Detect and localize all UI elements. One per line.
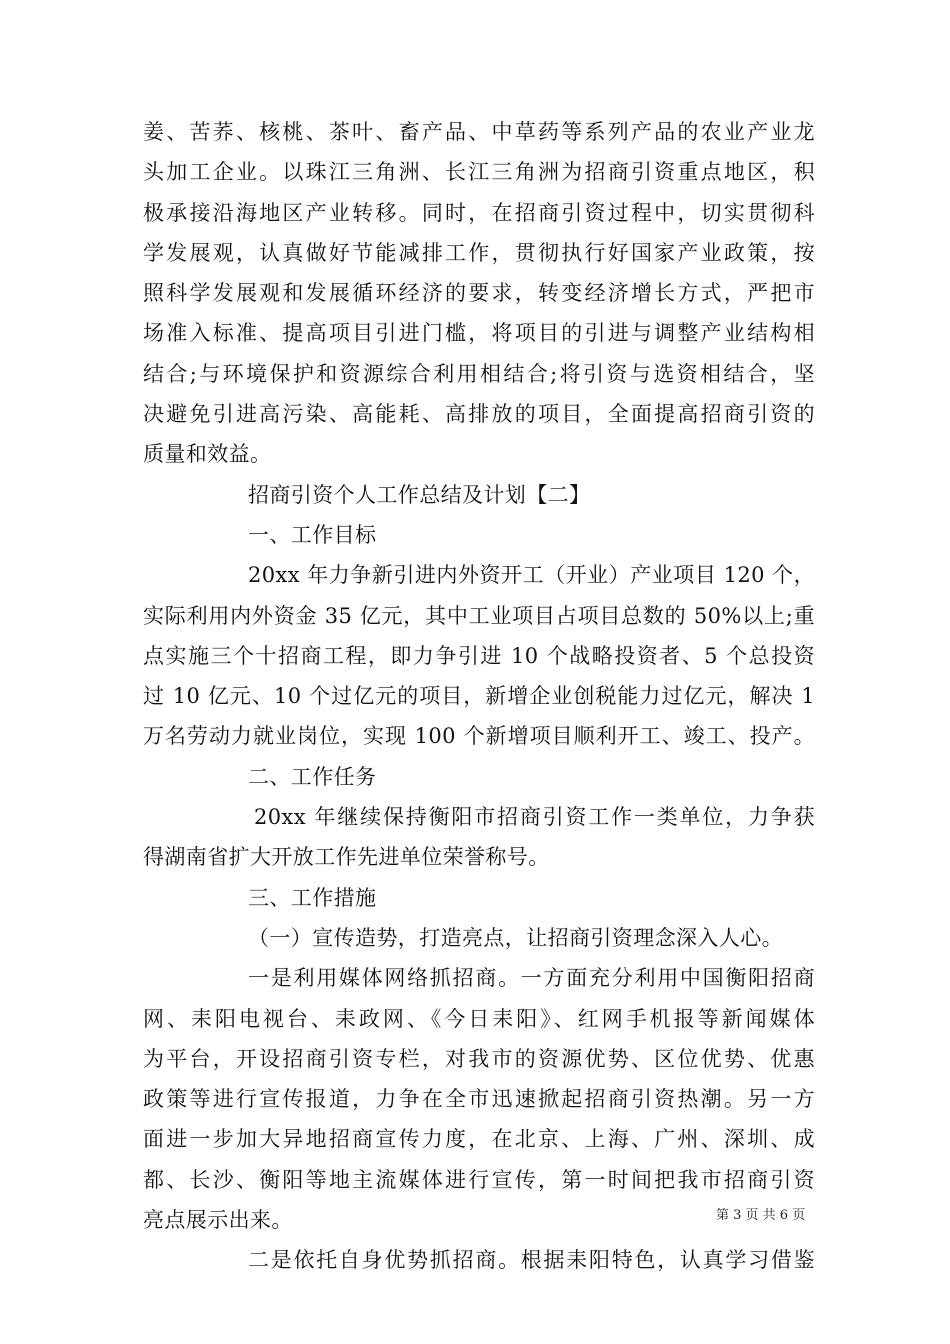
body-text — [143, 112, 815, 1281]
paragraph-line: 姜、苦荞、核桃、茶叶、畜产品、中草药等系列产品的农业产业龙 — [143, 120, 815, 144]
subsection-heading: （一）宣传造势，打造亮点，让招商引资理念深入人心。 — [248, 925, 783, 950]
section-heading: 二、工作任务 — [248, 764, 377, 789]
section-heading: 三、工作措施 — [248, 885, 377, 910]
paragraph-line: 质量和效益。 — [143, 442, 272, 467]
paragraph-line: 面进一步加大异地招商宣传力度，在北京、上海、广州、深圳、成 — [143, 1127, 815, 1152]
paragraph-line: 二是依托自身优势抓招商。根据耒阳特色，认真学习借鉴 — [248, 1248, 815, 1273]
paragraph-line: 都、长沙、衡阳等地主流媒体进行宣传，第一时间把我市招商引资 — [143, 1167, 815, 1192]
section-title: 招商引资个人工作总结及计划【二】 — [248, 482, 591, 507]
paragraph-line: 亮点展示出来。 — [143, 1208, 293, 1233]
paragraph-line: 得湖南省扩大开放工作先进单位荣誉称号。 — [143, 845, 550, 870]
paragraph-line: 网、耒阳电视台、耒政网、《今日耒阳》、红网手机报等新闻媒体 — [143, 1006, 815, 1031]
paragraph-line: 实际利用内外资金 35 亿元，其中工业项目占项目总数的 50%以上;重 — [143, 603, 815, 628]
page-number: 第 3 页 共 6 页 — [716, 1208, 806, 1223]
paragraph-line: 20xx 年继续保持衡阳市招商引资工作一类单位，力争获 — [254, 805, 815, 830]
paragraph-line: 政策等进行宣传报道，力争在全市迅速掀起招商引资热潮。另一方 — [143, 1087, 815, 1112]
paragraph-line: 过 10 亿元、10 个过亿元的项目，新增企业创税能力过亿元，解决 1 — [143, 684, 815, 709]
paragraph-line: 结合;与环境保护和资源综合利用相结合;将引资与选资相结合，坚 — [143, 361, 815, 386]
paragraph-line: 点实施三个十招商工程，即力争引进 10 个战略投资者、5 个总投资 — [143, 643, 815, 668]
paragraph-line: 20xx 年力争新引进内外资开工（开业）产业项目 120 个， — [248, 563, 815, 588]
paragraph-line: 为平台，开设招商引资专栏，对我市的资源优势、区位优势、优惠 — [143, 1046, 815, 1071]
paragraph-line: 万名劳动力就业岗位，实现 100 个新增项目顺利开工、竣工、投产。 — [143, 724, 815, 749]
paragraph-line: 决避免引进高污染、高能耗、高排放的项目，全面提高招商引资的 — [143, 402, 815, 427]
section-heading: 一、工作目标 — [248, 522, 377, 547]
paragraph-line: 学发展观，认真做好节能减排工作，贯彻执行好国家产业政策，按 — [143, 240, 815, 265]
paragraph-line: 照科学发展观和发展循环经济的要求，转变经济增长方式，严把市 — [143, 281, 815, 306]
paragraph-line: 极承接沿海地区产业转移。同时，在招商引资过程中，切实贯彻科 — [143, 200, 815, 225]
paragraph-line: 场准入标准、提高项目引进门槛，将项目的引进与调整产业结构相 — [143, 321, 815, 346]
paragraph-line: 一是利用媒体网络抓招商。一方面充分利用中国衡阳招商 — [248, 966, 815, 991]
paragraph-line: 头加工企业。以珠江三角洲、长江三角洲为招商引资重点地区，积 — [143, 160, 815, 185]
